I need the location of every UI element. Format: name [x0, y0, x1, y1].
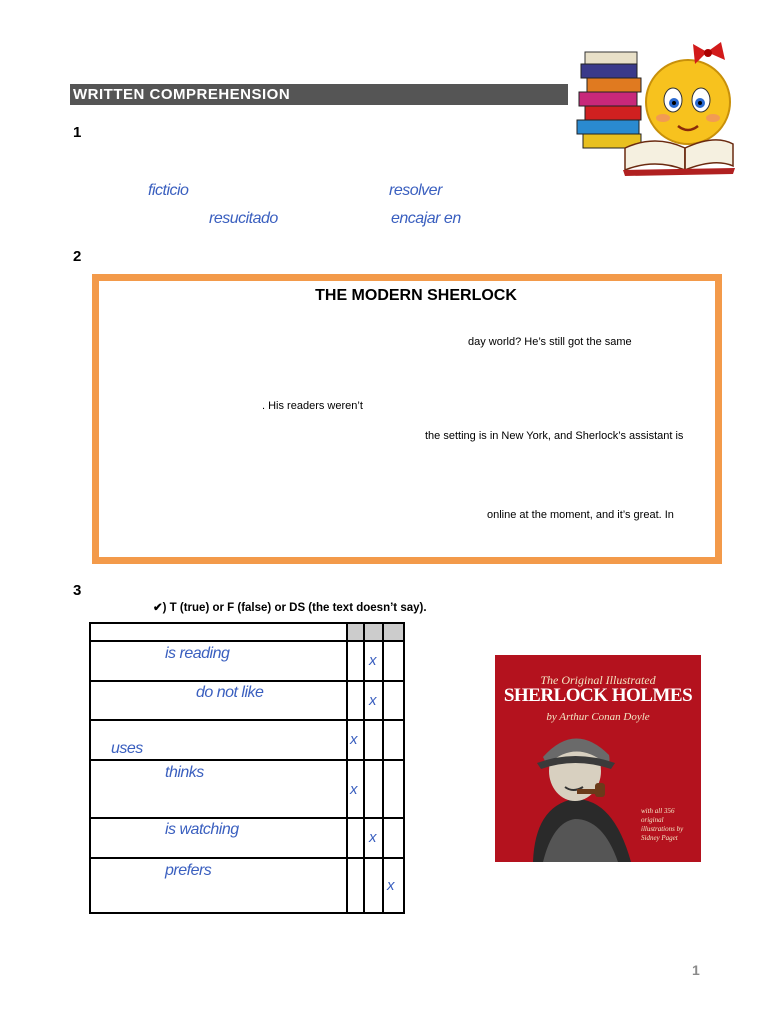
question-number-3: 3 — [73, 582, 82, 599]
statement-keyword: thinks — [165, 764, 204, 781]
answer-mark: x — [369, 692, 377, 709]
statement-keyword: uses — [111, 740, 143, 757]
answer-mark: x — [350, 781, 358, 798]
instruction-text: ✔) T (true) or F (false) or DS (the text doesn’t say). — [153, 602, 427, 614]
reading-fragment: day world? He’s still got the same — [468, 336, 632, 348]
reading-fragment: the setting is in New York, and Sherlock’s assistant is — [425, 430, 684, 442]
question-number-1: 1 — [73, 124, 82, 141]
book-cover-image — [495, 655, 701, 862]
reading-fragment: online at the moment, and it’s great. In — [487, 509, 674, 521]
statement-keyword: prefers — [165, 862, 212, 879]
open-book-icon — [623, 140, 735, 176]
table-row — [90, 858, 404, 913]
section-title-banner: WRITTEN COMPREHENSION — [70, 84, 568, 105]
books-emoji-illustration — [575, 30, 735, 178]
emoji-face-icon — [646, 42, 730, 144]
answer-mark: x — [369, 652, 377, 669]
checkmark-icon: ✔ — [153, 602, 163, 614]
book-cover-note: with all 356 original illustrations by Sidney Paget — [641, 807, 684, 842]
vocab-word: ficticio — [148, 182, 189, 199]
answer-mark: x — [369, 829, 377, 846]
statement-keyword: do not like — [196, 684, 264, 701]
question-number-2: 2 — [73, 248, 82, 265]
reading-title: THE MODERN SHERLOCK — [315, 287, 517, 304]
table-header-row — [90, 623, 404, 641]
table-row — [90, 760, 404, 818]
statement-keyword: is watching — [165, 821, 239, 838]
book-cover-subtitle: The Original Illustrated — [540, 673, 656, 687]
answer-mark: x — [350, 731, 358, 748]
detective-portrait-icon — [513, 727, 643, 862]
true-false-table — [89, 622, 405, 914]
table-row — [90, 818, 404, 858]
book-cover-author: by Arthur Conan Doyle — [546, 711, 650, 723]
reading-fragment: . His readers weren’t — [262, 400, 363, 412]
answer-mark: x — [387, 877, 395, 894]
table-row — [90, 720, 404, 760]
statement-keyword: is reading — [165, 645, 230, 662]
table-row — [90, 641, 404, 681]
page-number: 1 — [692, 962, 700, 978]
vocab-word: resolver — [389, 182, 442, 199]
table-row — [90, 681, 404, 720]
books-stack-icon — [577, 52, 641, 148]
vocab-word: encajar en — [391, 210, 461, 227]
vocab-word: resucitado — [209, 210, 278, 227]
book-cover-title: SHERLOCK HOLMES — [503, 685, 693, 706]
